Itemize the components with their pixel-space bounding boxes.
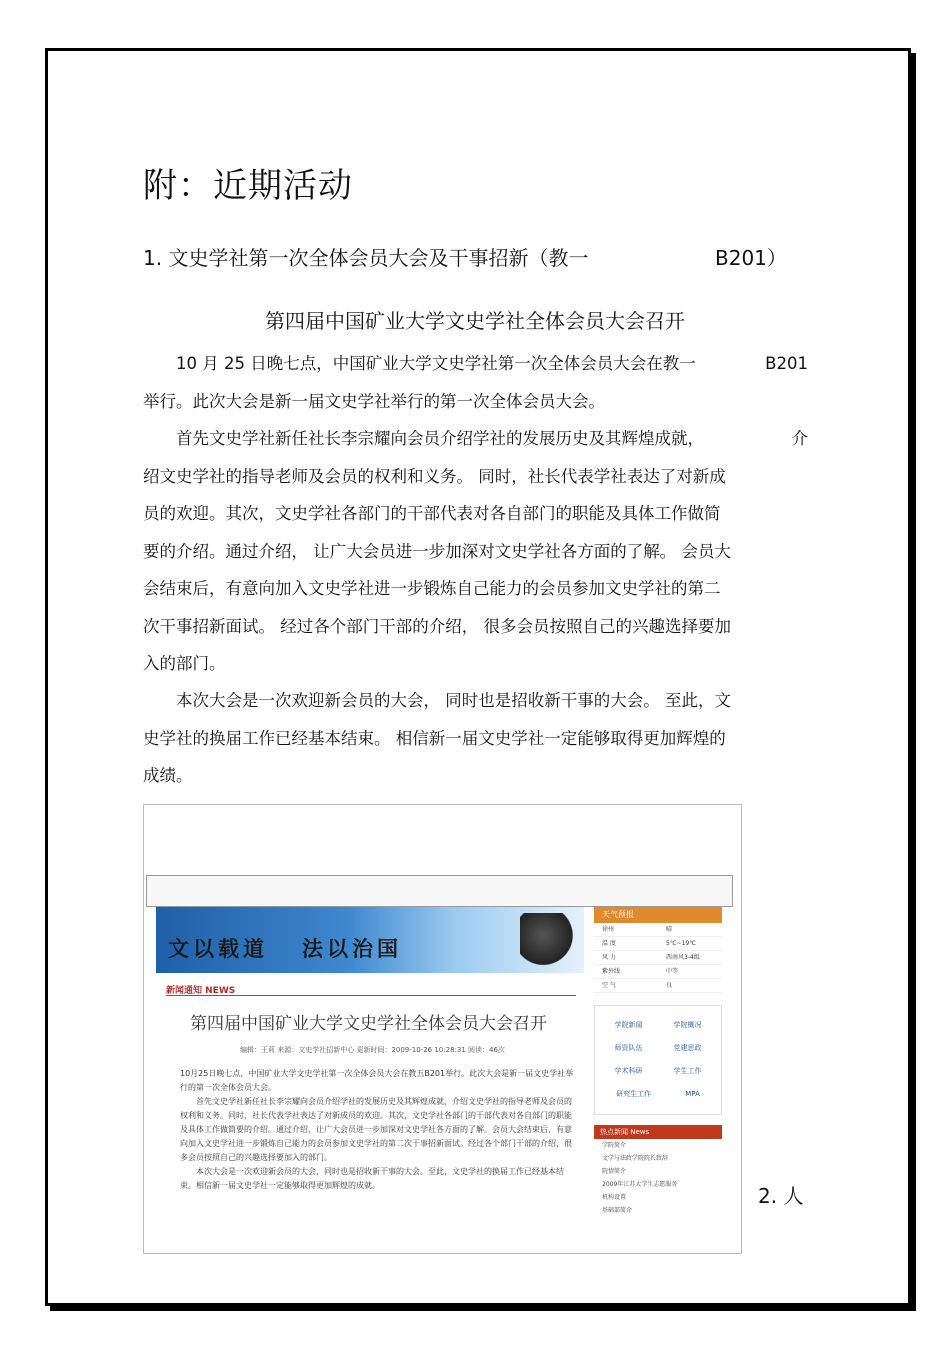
paragraph-3 [143,682,808,795]
p1-room: B201 [765,354,808,373]
quick-link[interactable]: 学院新闻 [614,1021,643,1029]
weather-row [594,951,722,965]
weather-key: 徐州 [602,926,615,933]
screenshot-article-body [180,1067,578,1193]
paragraph-2-line-6: 次干事招新面试。 经过各个部门干部的介绍， 很多会员按照自己的兴趣选择要加 [143,616,731,636]
section-title [143,242,787,271]
weather-row [594,937,722,951]
quick-link[interactable]: MPA [685,1090,700,1098]
paragraph-3-line-3: 成绩。 [143,766,193,785]
quick-link[interactable]: 党建思政 [673,1044,702,1052]
hot-news-item[interactable]: 2009年江苏大学生志愿服务 [602,1181,678,1188]
paragraph-2-line-5: 会结束后，有意向加入文史学社进一步锻炼自己能力的会员参加文史学社的第二 [143,579,721,598]
weather-value: 良 [666,982,673,989]
quick-links-row [599,1037,717,1060]
weather-row [594,965,722,979]
weather-value: 西南风3-4级 [666,954,700,961]
banner-slogan-right: 法以治国 [302,936,402,961]
weather-value: 5℃~19℃ [666,940,696,947]
article-title: 第四届中国矿业大学文史学社全体会员大会召开 [265,309,685,333]
embedded-webpage-screenshot [143,804,742,1254]
quick-link[interactable]: 学院概况 [673,1021,702,1029]
news-divider [166,995,576,996]
paragraph-1-line-2: 举行。此次大会是新一届文史学社举行的第一次全体会员大会。 [143,391,605,411]
page-heading: 附：近期活动 [143,166,353,206]
p2-line-1-end: 介 [791,429,808,448]
paragraph-2-line-7: 入的部门。 [143,654,226,673]
hot-news-item[interactable]: 学院简介 [602,1142,627,1149]
paragraph-2-line-4: 要的介绍。通过介绍， 让广大会员进一步加深对文史学社各方面的了解。 会员大 [143,541,731,561]
site-banner [156,907,584,973]
weather-key: 风 力 [602,954,616,961]
screenshot-body-p2: 首先文史学社新任社长李宗耀向会员介绍学社的发展历史及其辉煌成就，介绍文史学社的指导老师及会员的权利和义务。同时，社长代表学社表达了对新成员的欢迎。其次，文史学社各部门的干部代表对各自部门的职能及具体工作做简要的介绍。通过介绍，让广大会员进一步加深对文史学社各方面的了解。会员大会结束后，有意向加入文史学社进一步锻炼自己能力的会员参加文史学社的第二次干事招新面试。经过各个部门干部的介绍，很多会员按照自己的兴趣选择要加入的部门。 [180,1097,572,1162]
weather-key: 空 气 [602,982,616,989]
weather-key: 紫外线 [602,968,621,975]
weather-row [594,979,722,993]
screenshot-article-meta: 编辑：王莉 来源：文史学社招新中心 更新时间：2009-10-26 10:28:31 阅读：46次 [240,1046,505,1054]
news-label: 新闻通知 NEWS [166,986,236,996]
paragraph-2-line-3: 员的欢迎。其次，文史学社各部门的干部代表对各自部门的职能及具体工作做简 [143,504,721,523]
quick-link[interactable]: 师资队伍 [614,1044,643,1052]
p1-text: 10 月 25 日晚七点，中国矿业大学文史学社第一次全体会员大会在教一 [176,354,696,373]
hot-news-item[interactable]: 机构设置 [602,1194,627,1201]
weather-key: 温 度 [602,940,616,947]
paragraph-2-line-1 [143,420,808,458]
paragraph-2-line-2: 绍文史学社的指导老师及会员的权利和义务。 同时，社长代表学社表达了对新成 [143,466,726,486]
paragraph-3-line-1: 本次大会是一次欢迎新会员的大会， 同时也是招收新干事的大会。 至此，文 [176,691,731,710]
paragraph-2 [143,420,808,683]
quick-link[interactable]: 学生工作 [673,1067,702,1075]
screenshot-body-p1: 10月25日晚七点，中国矿业大学文史学社第一次全体会员大会在教五B201举行。此次大会是新一届文史学社举行的第一次全体会员大会。 [180,1069,574,1092]
quick-links [594,1005,722,1115]
quick-links-row [599,1014,717,1037]
weather-value: 中等 [666,968,679,975]
section-title-text: 1. 文史学社第一次全体会员大会及干事招新（教一 [143,246,589,270]
hot-news-item[interactable]: 文学与法政学院院长致辞 [602,1155,669,1162]
lion-statue-icon [520,913,578,969]
next-section-start: 2. 人 [758,1184,804,1208]
hot-news-item[interactable]: 院情简介 [602,1168,627,1175]
quick-links-row [599,1083,717,1106]
quick-link[interactable]: 研究生工作 [616,1090,652,1098]
weather-header: 天气预报 [594,907,722,923]
hot-news-header: 热点新闻 News [594,1125,722,1139]
browser-toolbar [146,875,733,907]
paragraph-1-line-1 [143,345,808,383]
paragraph-1 [143,345,808,420]
quick-links-row [599,1060,717,1083]
section-room: B201） [715,246,787,270]
screenshot-body-p3: 本次大会是一次欢迎新会员的大会，同时也是招收新干事的大会。至此，文史学社的换届工作已经基本结束。相信新一届文史学社一定能够取得更加辉煌的成就。 [180,1167,564,1190]
banner-slogan-left: 文以载道 [168,936,268,961]
quick-link[interactable]: 学术科研 [614,1067,643,1075]
screenshot-article-title: 第四届中国矿业大学文史学社全体会员大会召开 [190,1014,547,1034]
p2-line-1-text: 首先文史学社新任社长李宗耀向会员介绍学社的发展历史及其辉煌成就， [176,429,704,448]
hot-news-item[interactable]: 基础部简介 [602,1207,633,1214]
screenshot-sidebar [594,907,722,1217]
weather-value: 晴 [666,926,673,933]
paragraph-3-line-2: 史学社的换届工作已经基本结束。 相信新一届文史学社一定能够取得更加辉煌的 [143,728,726,748]
weather-row [594,923,722,937]
